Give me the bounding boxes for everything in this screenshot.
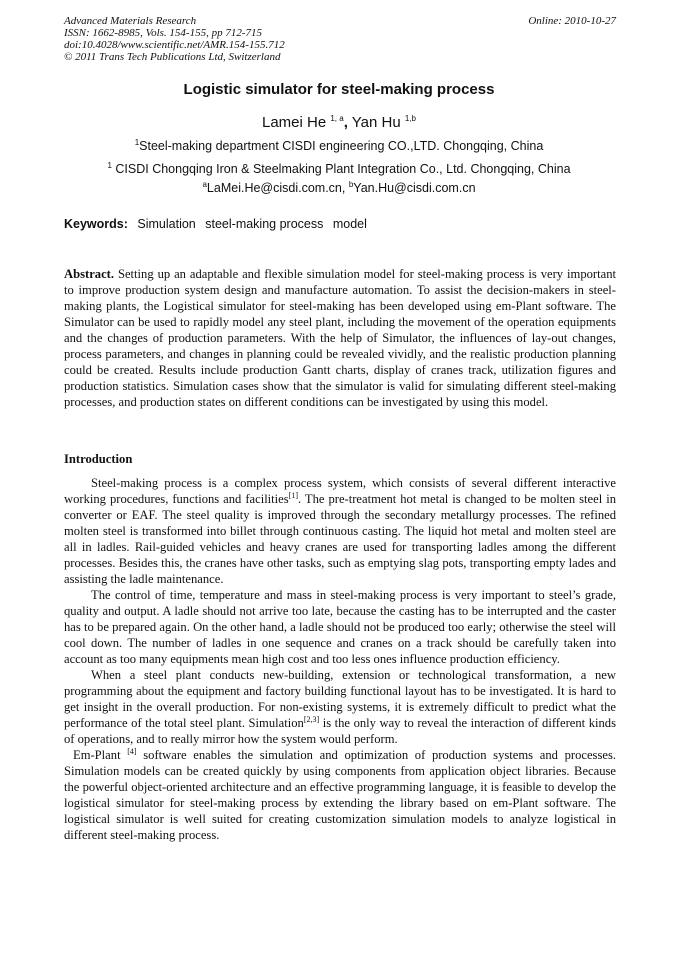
keyword: model (332, 217, 367, 231)
journal-header (64, 15, 616, 63)
introduction-body (64, 475, 616, 843)
keyword: steel-making process (205, 217, 324, 231)
affiliation-text: CISDI Chongqing Iron & Steelmaking Plant Integration Co., Ltd. Chongqing, China (115, 162, 571, 176)
keyword: Simulation (137, 217, 196, 231)
email-line (0, 181, 678, 195)
paragraph-text: . The pre-treatment hot metal is changed to be molten steel in converter or EAF. The steel quality is improved through the secondary metallurgy processes. The refined molten steel is transformed into billet through continuous casting. The liquid hot metal and molten steel are all in ladles. Rail-guided vehicles and heavy cranes are used for transporting ladles among the different processes. Besides this, the cranes have other tasks, such as emptying slag pots, transporting empty lades and assisting the ladle maintenance. (64, 492, 617, 586)
paragraph-text: Steel-making process is a complex process system, which consists of several different interactive working procedures, functions and facilities (64, 476, 616, 506)
doi-line: doi:10.4028/www.scientific.net/AMR.154-155.712 (64, 39, 285, 51)
email-superscript: b (348, 179, 354, 189)
abstract-label: Abstract. (64, 267, 115, 281)
author-line (0, 114, 678, 131)
paragraph-text: software enables the simulation and optimization of production systems and processes. Simulation models can be created quickly by using components from application object libraries. Because the powerful object-oriented architecture and an effective programming language, it is feasible to develop the logistical simulator for steel-making process by extending the library based on em-Plant software. The logistical simulator is well suited for creating customization simulation models to analyze logistical in different steel-making process. (64, 748, 616, 842)
keywords-line (64, 217, 367, 231)
paragraph (64, 475, 616, 587)
citation: [2,3] (303, 714, 320, 724)
journal-name: Advanced Materials Research (64, 15, 197, 27)
author-separator: , (343, 114, 348, 131)
paragraph-text: When a steel plant conducts new-building, extension or technological transformation, a new programming about the equipment and factory building functional layout has to be investigated. It is hard to get insight in the overall production. For non-existing systems, it is extremely difficult to predict what the performance of the total steel plant. Simulation (64, 668, 616, 730)
email-link[interactable]: Yan.Hu@cisdi.com.cn (353, 181, 476, 195)
paper-title: Logistic simulator for steel-making process (183, 81, 495, 98)
issn-line: ISSN: 1662-8985, Vols. 154-155, pp 712-715 (64, 27, 262, 39)
paragraph (64, 667, 616, 747)
online-date: Online: 2010-10-27 (528, 15, 616, 27)
affiliation-text: Steel-making department CISDI engineering CO.,LTD. Chongqing, China (139, 139, 544, 153)
abstract-section (64, 266, 616, 410)
copyright-line: © 2011 Trans Tech Publications Ltd, Switzerland (64, 51, 281, 63)
citation: [1] (288, 490, 299, 500)
affiliation-line (0, 162, 678, 176)
paragraph-text: Em-Plant (73, 748, 121, 762)
paragraph-text: is the only way to reveal the interaction of different kinds of operations, and to really mirror how the system would perform. (64, 716, 616, 746)
email-superscript: a (202, 179, 207, 189)
author-name: Yan Hu (351, 114, 401, 131)
paragraph: The control of time, temperature and mass in steel-making process is very important to steel’s grade, quality and output. A ladle should not arrive too late, because the casting has to be interrupted and the caster has to be prepared again. On the other hand, a ladle should not be produced too early; otherwise the steel will cool down. The number of ladles in one sequence and cranes on a track should be carefully taken into account as too many equipments mean high cost and too less ones influence production efficiency. (64, 588, 616, 666)
section-heading: Introduction (64, 452, 133, 466)
author-name: Lamei He (261, 114, 327, 131)
citation: [4] (127, 746, 137, 756)
author-superscript: 1,b (404, 114, 416, 123)
abstract-text: Setting up an adaptable and flexible simulation model for steel-making process is very important to improve production system design and manufacture automation. To assist the decision-makers in steel-making plants, the Logistical simulator for steel-making has been developed using em-Plant software. The Simulator can be used to rapidly model any steel plant, including the movement of the operation equipments and the changes of production parameters. With the help of Simulator, the influences of lay-out changes, process parameters, and changes in planning could be revealed vividly, and the realistic production planning could be created. Results include production Gantt charts, display of cranes track, utilization figures and production statistics. Simulation cases show that the simulator is valid for simulating different steel-making processes, and production states on different conditions can be investigated by using this model. (64, 267, 616, 409)
email-separator: , (341, 181, 349, 195)
affiliation-line (0, 139, 678, 153)
author-superscript: 1, a (330, 114, 344, 123)
paragraph (64, 747, 616, 843)
email-link[interactable]: LaMei.He@cisdi.com.cn (206, 181, 342, 195)
affiliation-superscript: 1 (107, 160, 112, 170)
keywords-label: Keywords: (64, 217, 128, 231)
affiliation-superscript: 1 (134, 137, 140, 147)
